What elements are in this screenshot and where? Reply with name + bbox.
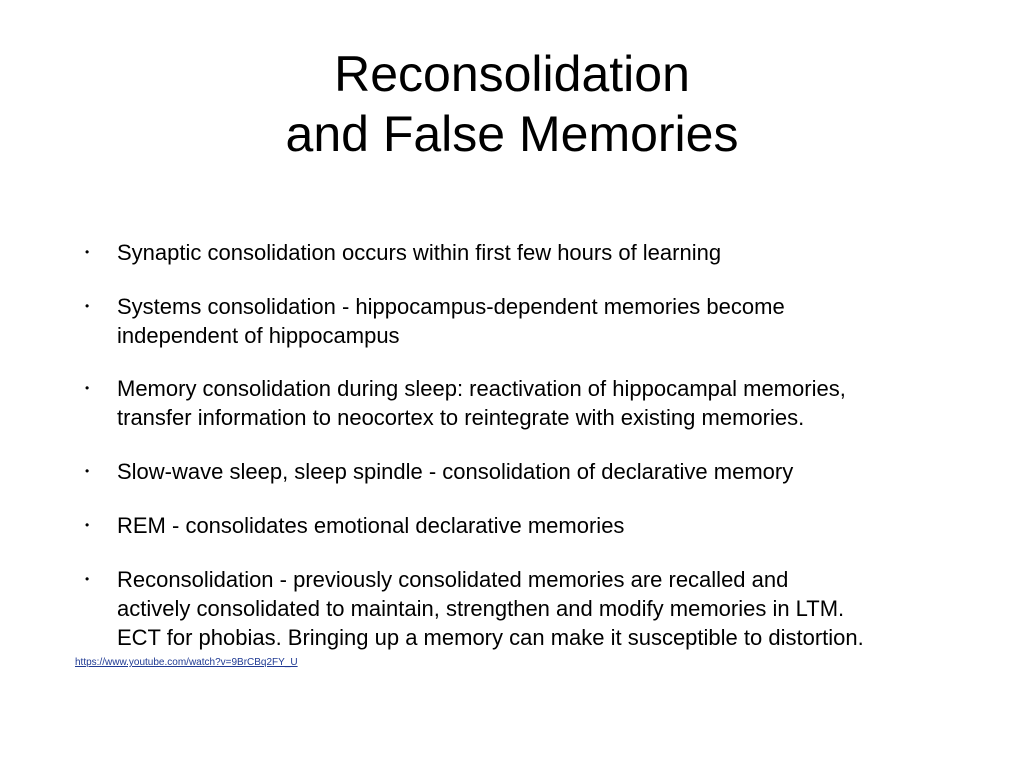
- bullet-marker: •: [85, 572, 90, 586]
- bullet-text: [117, 292, 997, 350]
- slide-title: [0, 44, 1024, 164]
- bullet-line: independent of hippocampus: [117, 323, 400, 348]
- bullet-marker: •: [85, 464, 90, 478]
- bullet-text: [117, 238, 997, 267]
- bullet-text: [117, 511, 997, 540]
- bullet-line: Memory consolidation during sleep: reactivation of hippocampal memories,: [117, 376, 846, 401]
- bullet-text: [117, 457, 997, 486]
- title-line-1: Reconsolidation: [334, 46, 690, 102]
- bullet-line: Synaptic consolidation occurs within first few hours of learning: [117, 240, 722, 265]
- bullet-line: Systems consolidation - hippocampus-dependent memories become: [117, 294, 785, 319]
- bullet-line: REM - consolidates emotional declarative memories: [117, 513, 625, 538]
- bullet-text: [117, 374, 997, 432]
- title-line-2: and False Memories: [285, 106, 739, 162]
- bullet-marker: •: [85, 381, 90, 395]
- bullet-line: Reconsolidation - previously consolidated memories are recalled and: [117, 567, 789, 592]
- bullet-line: transfer information to neocortex to reintegrate with existing memories.: [117, 405, 805, 430]
- bullet-line: ECT for phobias. Bringing up a memory can make it susceptible to distortion.: [117, 625, 864, 650]
- bullet-marker: •: [85, 299, 90, 313]
- bullet-line: Slow-wave sleep, sleep spindle - consolidation of declarative memory: [117, 459, 794, 484]
- bullet-marker: •: [85, 518, 90, 532]
- youtube-link[interactable]: https://www.youtube.com/watch?v=9BrCBq2FY_U: [75, 657, 298, 668]
- bullet-marker: •: [85, 245, 90, 259]
- bullet-text: [117, 565, 997, 652]
- bullet-line: actively consolidated to maintain, strengthen and modify memories in LTM.: [117, 596, 845, 621]
